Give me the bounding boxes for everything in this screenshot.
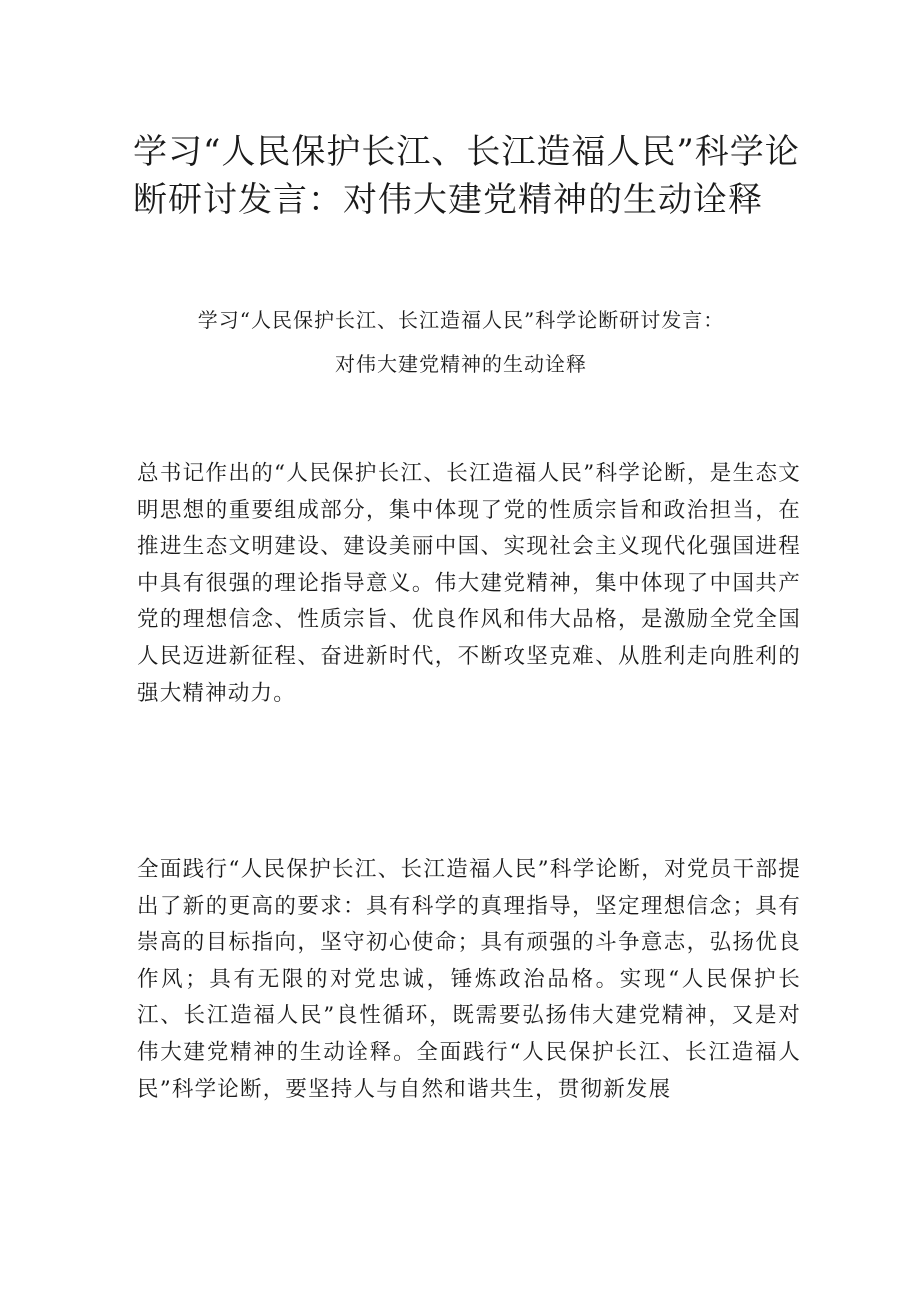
document-title: 学习“人民保护长江、长江造福人民”科学论断研讨发言：对伟大建党精神的生动诠释 — [133, 132, 800, 220]
subtitle-line-2: 对伟大建党精神的生动诠释 — [335, 352, 587, 376]
subtitle-line-1: 学习“人民保护长江、长江造福人民”科学论断研讨发言： — [197, 308, 725, 332]
body-paragraph-1: 总书记作出的“人民保护长江、长江造福人民”科学论断，是生态文明思想的重要组成部分，集中体现了党的性质宗旨和政治担当，在推进生态文明建设、建设美丽中国、实现社会主义现代化强国进程中具有很强的理论指导意义。伟大建党精神，集中体现了中国共产党的理想信念、性质宗旨、优良作风和伟大品格，是激励全党全国人民迈进新征程、奋进新时代，不断攻坚克难、从胜利走向胜利的强大精神动力。 — [137, 461, 801, 706]
body-paragraph-2: 全面践行“人民保护长江、长江造福人民”科学论断，对党员干部提出了新的更高的要求：具有科学的真理指导，坚定理想信念；具有崇高的目标指向，坚守初心使命；具有顽强的斗争意志，弘扬优良作风；具有无限的对党忠诚，锤炼政治品格。实现“人民保护长江、长江造福人民”良性循环，既需要弘扬伟大建党精神，又是对伟大建党精神的生动诠释。全面践行“人民保护长江、长江造福人民”科学论断，要坚持人与自然和谐共生，贯彻新发展 — [137, 857, 801, 1102]
